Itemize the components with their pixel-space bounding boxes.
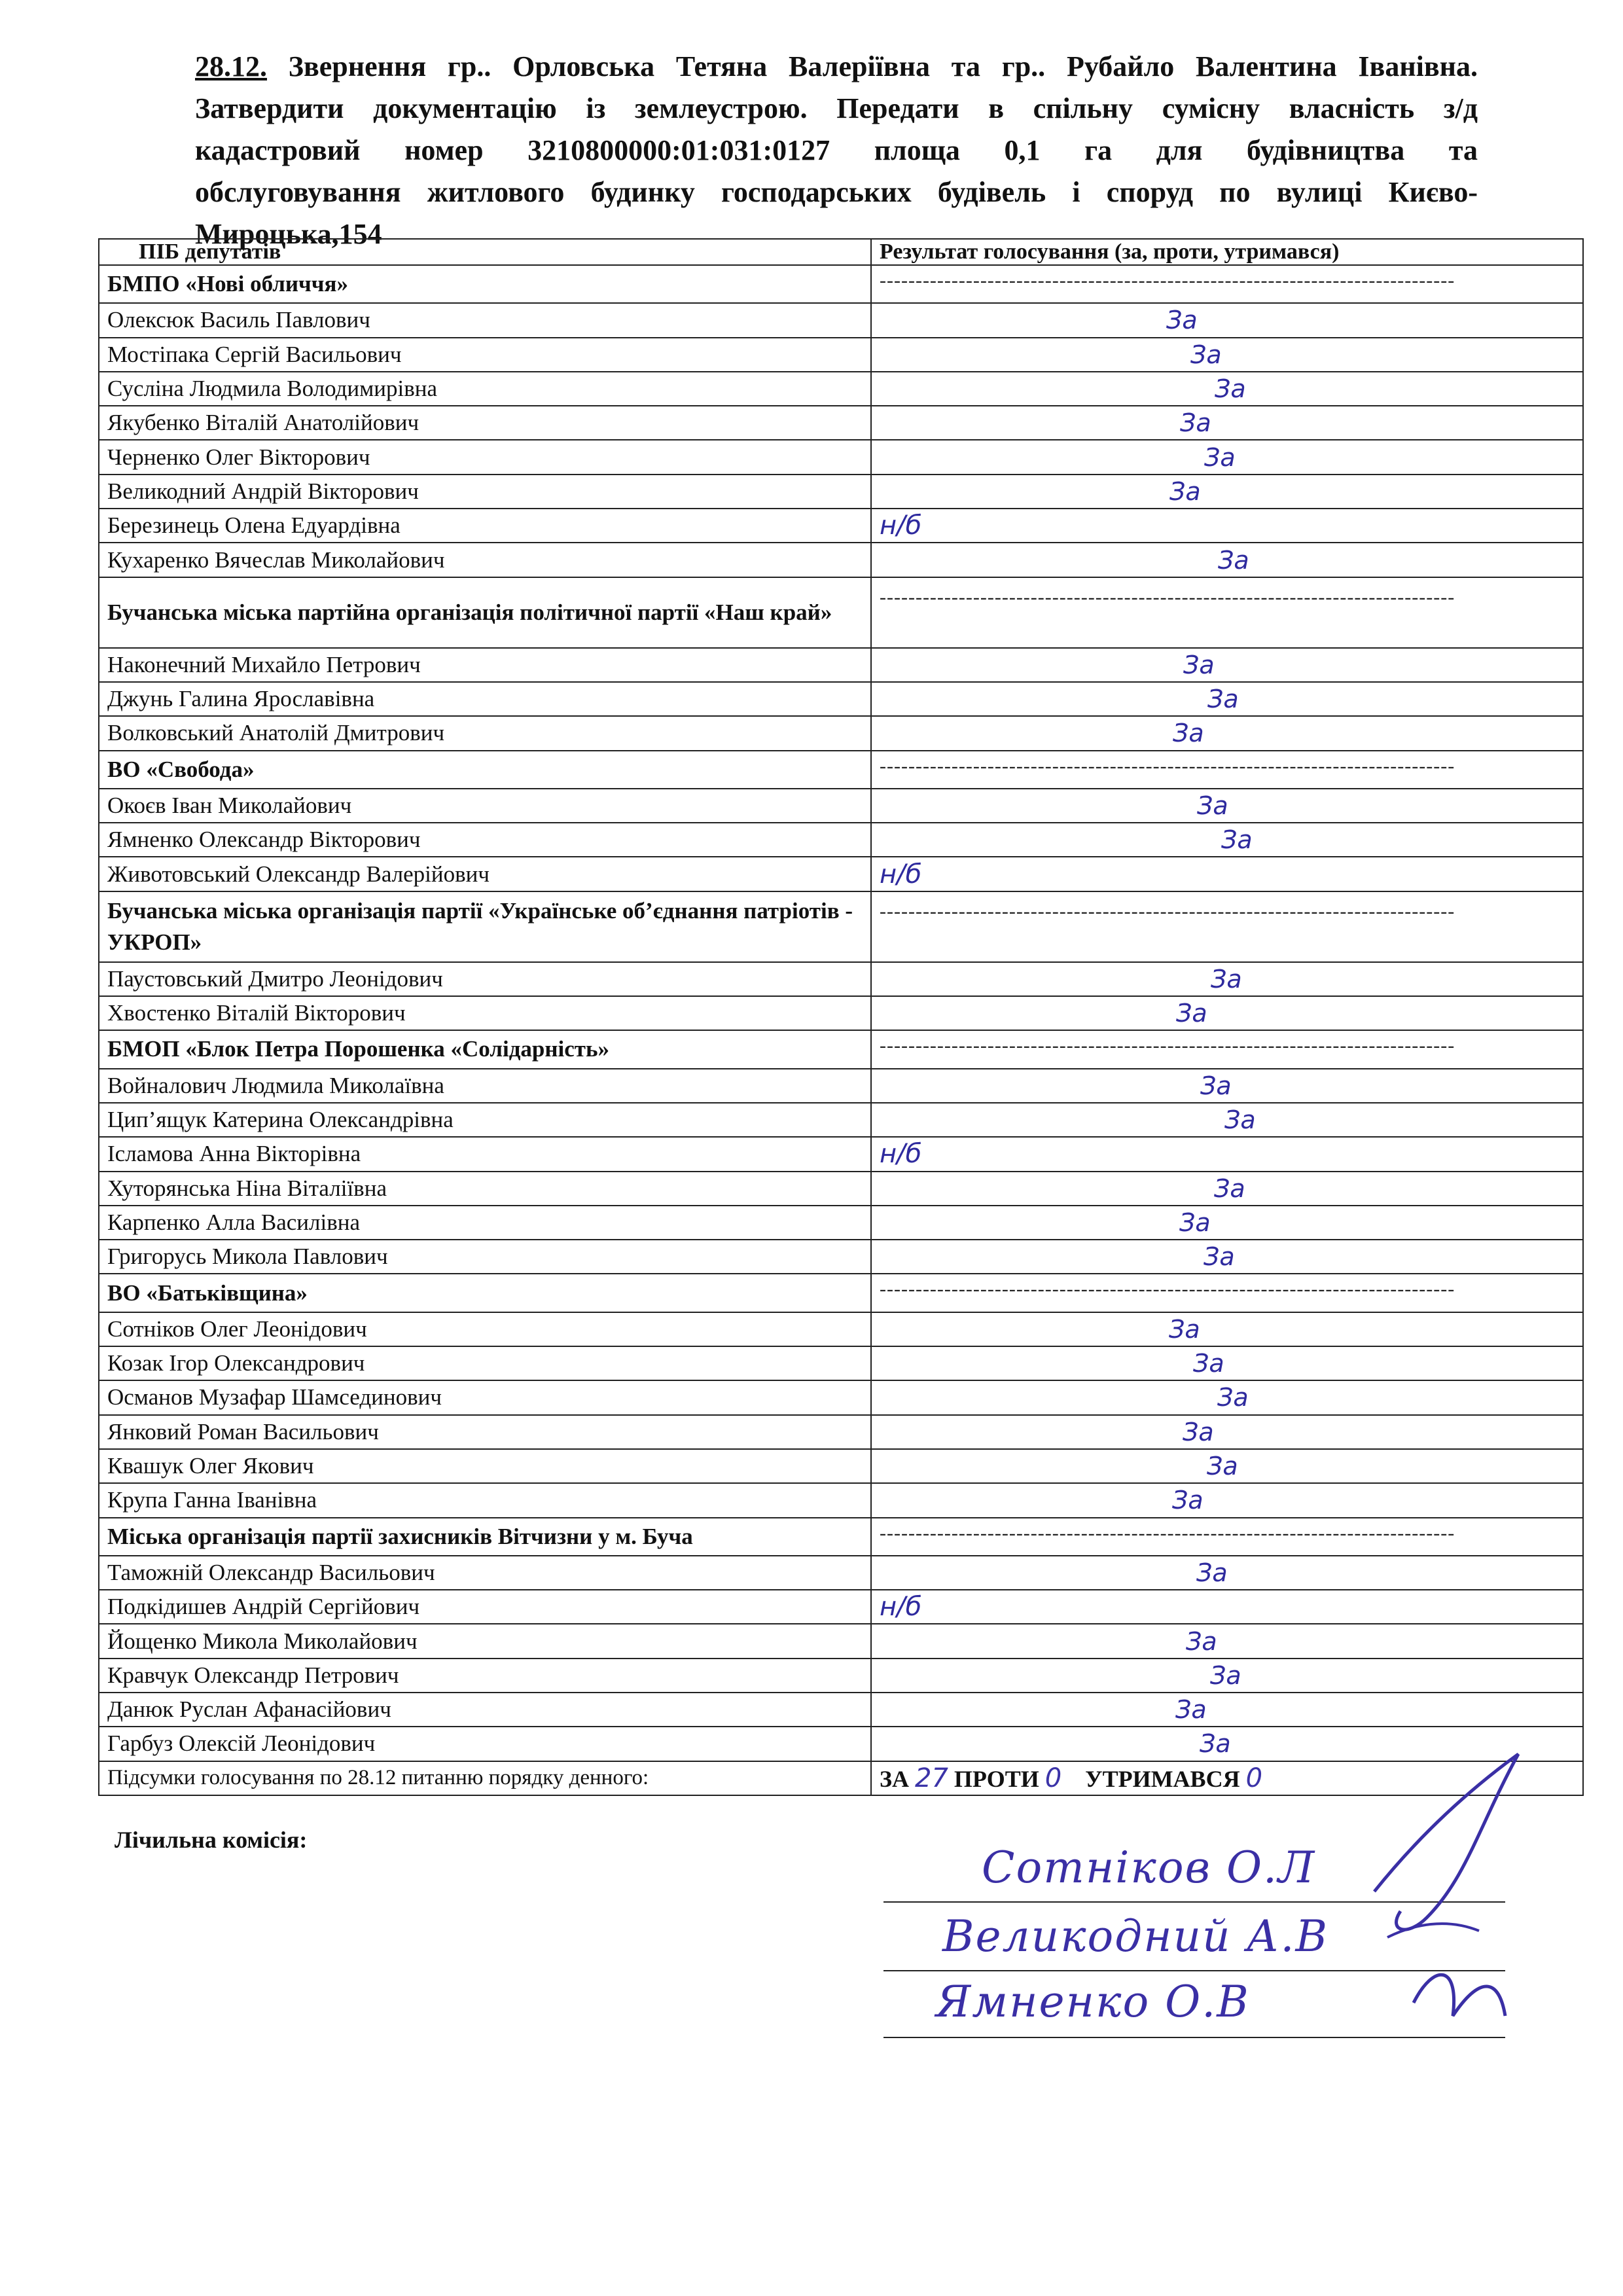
deputy-vote: н/б	[871, 1590, 1583, 1624]
deputy-row	[99, 1240, 1583, 1274]
deputy-name: Йощенко Микола Миколайович	[99, 1624, 871, 1658]
deputy-row	[99, 1346, 1583, 1380]
deputy-name: Данюк Руслан Афанасійович	[99, 1693, 871, 1727]
summary-za-label: ЗА	[880, 1765, 909, 1792]
deputy-name: Цип’ящук Катерина Олександрівна	[99, 1103, 871, 1137]
deputies-column-header: ПІБ депутатів	[99, 239, 871, 265]
deputy-row	[99, 1069, 1583, 1103]
deputy-row	[99, 857, 1583, 891]
deputy-vote: н/б	[871, 857, 1583, 891]
faction-result-dashes: --------------------------------------------------------------------------------	[871, 265, 1583, 303]
deputy-name: Кравчук Олександр Петрович	[99, 1659, 871, 1693]
deputy-vote: За	[871, 372, 1583, 406]
deputy-name: Мостіпака Сергій Васильович	[99, 338, 871, 372]
summary-against-value: 0	[1044, 1763, 1062, 1793]
deputy-name: Хвостенко Віталій Вікторович	[99, 996, 871, 1030]
faction-name: БМПО «Нові обличчя»	[99, 265, 871, 303]
deputy-vote: За	[871, 1240, 1583, 1274]
deputy-vote: За	[871, 1069, 1583, 1103]
deputy-row	[99, 372, 1583, 406]
faction-row	[99, 265, 1583, 303]
deputy-row	[99, 1624, 1583, 1658]
voting-table	[98, 238, 1584, 1796]
deputy-row	[99, 823, 1583, 857]
deputy-row	[99, 1137, 1583, 1171]
faction-name: Міська організація партії захисників Вітчизни у м. Буча	[99, 1518, 871, 1556]
deputy-name: Наконечний Михайло Петрович	[99, 648, 871, 682]
deputy-vote: За	[871, 1659, 1583, 1693]
agenda-item-heading	[195, 46, 1478, 255]
deputy-row	[99, 1415, 1583, 1449]
deputy-name: Березинець Олена Едуардівна	[99, 509, 871, 543]
deputy-vote: За	[871, 1449, 1583, 1483]
deputy-name: Подкідишев Андрій Сергійович	[99, 1590, 871, 1624]
faction-row	[99, 1030, 1583, 1068]
deputy-name: Османов Музафар Шамсединович	[99, 1380, 871, 1414]
voting-rows	[99, 265, 1583, 1795]
deputy-vote: За	[871, 1380, 1583, 1414]
deputy-vote: За	[871, 406, 1583, 440]
deputy-name: Волковський Анатолій Дмитрович	[99, 716, 871, 750]
heading-line-4: обслуговування житлового будинку господарських будівель і споруд по вулиці Києво-	[195, 176, 1478, 208]
deputy-row	[99, 406, 1583, 440]
faction-result-dashes: --------------------------------------------------------------------------------	[871, 891, 1583, 962]
faction-result-dashes: --------------------------------------------------------------------------------	[871, 1030, 1583, 1068]
deputy-vote: За	[871, 1206, 1583, 1240]
summary-label: Підсумки голосування по 28.12 питанню порядку денного:	[99, 1761, 871, 1795]
heading-line-3: кадастровий номер 3210800000:01:031:0127 площа 0,1 га для будівництва та	[195, 134, 1478, 166]
faction-name: Бучанська міська організація партії «Українське об’єднання патріотів - УКРОП»	[99, 891, 871, 962]
deputy-name: Козак Ігор Олександрович	[99, 1346, 871, 1380]
deputy-row	[99, 509, 1583, 543]
deputy-vote: За	[871, 475, 1583, 509]
deputy-name: Янковий Роман Васильович	[99, 1415, 871, 1449]
deputy-vote: За	[871, 996, 1583, 1030]
deputy-vote: За	[871, 1624, 1583, 1658]
deputy-row	[99, 1693, 1583, 1727]
deputy-name: Сотніков Олег Леонідович	[99, 1312, 871, 1346]
deputy-vote: н/б	[871, 1137, 1583, 1171]
agenda-item-number: 28.12.	[195, 50, 267, 82]
faction-row	[99, 891, 1583, 962]
deputy-row	[99, 1103, 1583, 1137]
deputy-name: Кухаренко Вячеслав Миколайович	[99, 543, 871, 577]
deputy-name: Таможній Олександр Васильович	[99, 1556, 871, 1590]
deputy-vote: За	[871, 682, 1583, 716]
deputy-vote: За	[871, 1556, 1583, 1590]
deputy-vote: За	[871, 1693, 1583, 1727]
heading-line-2: Затвердити документацію із землеустрою. Передати в спільну сумісну власність з/д	[195, 92, 1478, 124]
faction-name: ВО «Батьківщина»	[99, 1274, 871, 1312]
deputy-vote: За	[871, 440, 1583, 474]
deputy-row	[99, 1590, 1583, 1624]
commission-member-name: Сотніков О.Л	[982, 1842, 1316, 1893]
deputy-row	[99, 1312, 1583, 1346]
deputy-name: Григорусь Микола Павлович	[99, 1240, 871, 1274]
deputy-name: Паустовський Дмитро Леонідович	[99, 962, 871, 996]
commission-member-name: Ямненко О.В	[936, 1977, 1250, 2027]
deputy-name: Сусліна Людмила Володимирівна	[99, 372, 871, 406]
deputy-vote: За	[871, 962, 1583, 996]
deputy-row	[99, 1659, 1583, 1693]
deputy-vote: За	[871, 716, 1583, 750]
table-header-row	[99, 239, 1583, 265]
deputy-row	[99, 543, 1583, 577]
commission-member-name: Великодний А.В	[942, 1911, 1329, 1962]
deputy-name: Джунь Галина Ярославівна	[99, 682, 871, 716]
deputy-row	[99, 789, 1583, 823]
deputy-row	[99, 682, 1583, 716]
deputy-name: Великодний Андрій Вікторович	[99, 475, 871, 509]
deputy-name: Олексюк Василь Павлович	[99, 303, 871, 337]
deputy-name: Войналович Людмила Миколаївна	[99, 1069, 871, 1103]
deputy-name: Животовський Олександр Валерійович	[99, 857, 871, 891]
deputy-name: Карпенко Алла Василівна	[99, 1206, 871, 1240]
heading-line-5: Мироцька,154	[195, 218, 382, 250]
heading-line-1: 28.12. Звернення гр.. Орловська Тетяна Валеріївна та гр.. Рубайло Валентина Іванівна.	[195, 50, 1478, 82]
faction-result-dashes: --------------------------------------------------------------------------------	[871, 1274, 1583, 1312]
faction-result-dashes: --------------------------------------------------------------------------------	[871, 577, 1583, 648]
deputy-row	[99, 1206, 1583, 1240]
deputy-row	[99, 962, 1583, 996]
faction-row	[99, 577, 1583, 648]
signature-mark	[1348, 1728, 1597, 2055]
faction-row	[99, 751, 1583, 789]
deputy-row	[99, 1172, 1583, 1206]
deputy-row	[99, 1483, 1583, 1517]
deputy-row	[99, 996, 1583, 1030]
deputy-vote: За	[871, 823, 1583, 857]
summary-abstain-value: 0	[1245, 1763, 1263, 1793]
deputy-vote: За	[871, 1172, 1583, 1206]
deputy-name: Гарбуз Олексій Леонідович	[99, 1727, 871, 1761]
deputy-name: Крупа Ганна Іванівна	[99, 1483, 871, 1517]
faction-name: ВО «Свобода»	[99, 751, 871, 789]
summary-za-value: 27	[915, 1763, 948, 1793]
faction-result-dashes: --------------------------------------------------------------------------------	[871, 751, 1583, 789]
deputy-name: Квашук Олег Якович	[99, 1449, 871, 1483]
deputy-vote: За	[871, 648, 1583, 682]
deputy-name: Окоєв Іван Миколайович	[99, 789, 871, 823]
faction-name: БМОП «Блок Петра Порошенка «Солідарність»	[99, 1030, 871, 1068]
deputy-vote: За	[871, 303, 1583, 337]
deputy-row	[99, 1380, 1583, 1414]
deputy-row	[99, 338, 1583, 372]
deputy-vote: За	[871, 1346, 1583, 1380]
deputy-name: Ямненко Олександр Вікторович	[99, 823, 871, 857]
deputy-row	[99, 440, 1583, 474]
faction-name: Бучанська міська партійна організація політичної партії «Наш край»	[99, 577, 871, 648]
deputy-name: Ісламова Анна Вікторівна	[99, 1137, 871, 1171]
deputy-vote: За	[871, 789, 1583, 823]
deputy-vote: За	[871, 1727, 1583, 1761]
deputy-name: Якубенко Віталій Анатолійович	[99, 406, 871, 440]
deputy-vote: За	[871, 1483, 1583, 1517]
summary-against-label: ПРОТИ	[954, 1765, 1039, 1792]
faction-row	[99, 1274, 1583, 1312]
faction-result-dashes: --------------------------------------------------------------------------------	[871, 1518, 1583, 1556]
deputy-vote: За	[871, 338, 1583, 372]
deputy-vote: н/б	[871, 509, 1583, 543]
deputy-row	[99, 1449, 1583, 1483]
faction-row	[99, 1518, 1583, 1556]
deputy-vote: За	[871, 543, 1583, 577]
deputy-vote: За	[871, 1312, 1583, 1346]
summary-abstain-label: УТРИМАВСЯ	[1085, 1765, 1240, 1792]
result-column-header: Результат голосування (за, проти, утримався)	[871, 239, 1583, 265]
deputy-row	[99, 1556, 1583, 1590]
deputy-name: Черненко Олег Вікторович	[99, 440, 871, 474]
deputy-row	[99, 716, 1583, 750]
deputy-row	[99, 475, 1583, 509]
deputy-vote: За	[871, 1415, 1583, 1449]
deputy-row	[99, 303, 1583, 337]
counting-commission-label: Лічильна комісія:	[115, 1827, 308, 1853]
deputy-vote: За	[871, 1103, 1583, 1137]
deputy-row	[99, 648, 1583, 682]
deputy-name: Хуторянська Ніна Віталіївна	[99, 1172, 871, 1206]
